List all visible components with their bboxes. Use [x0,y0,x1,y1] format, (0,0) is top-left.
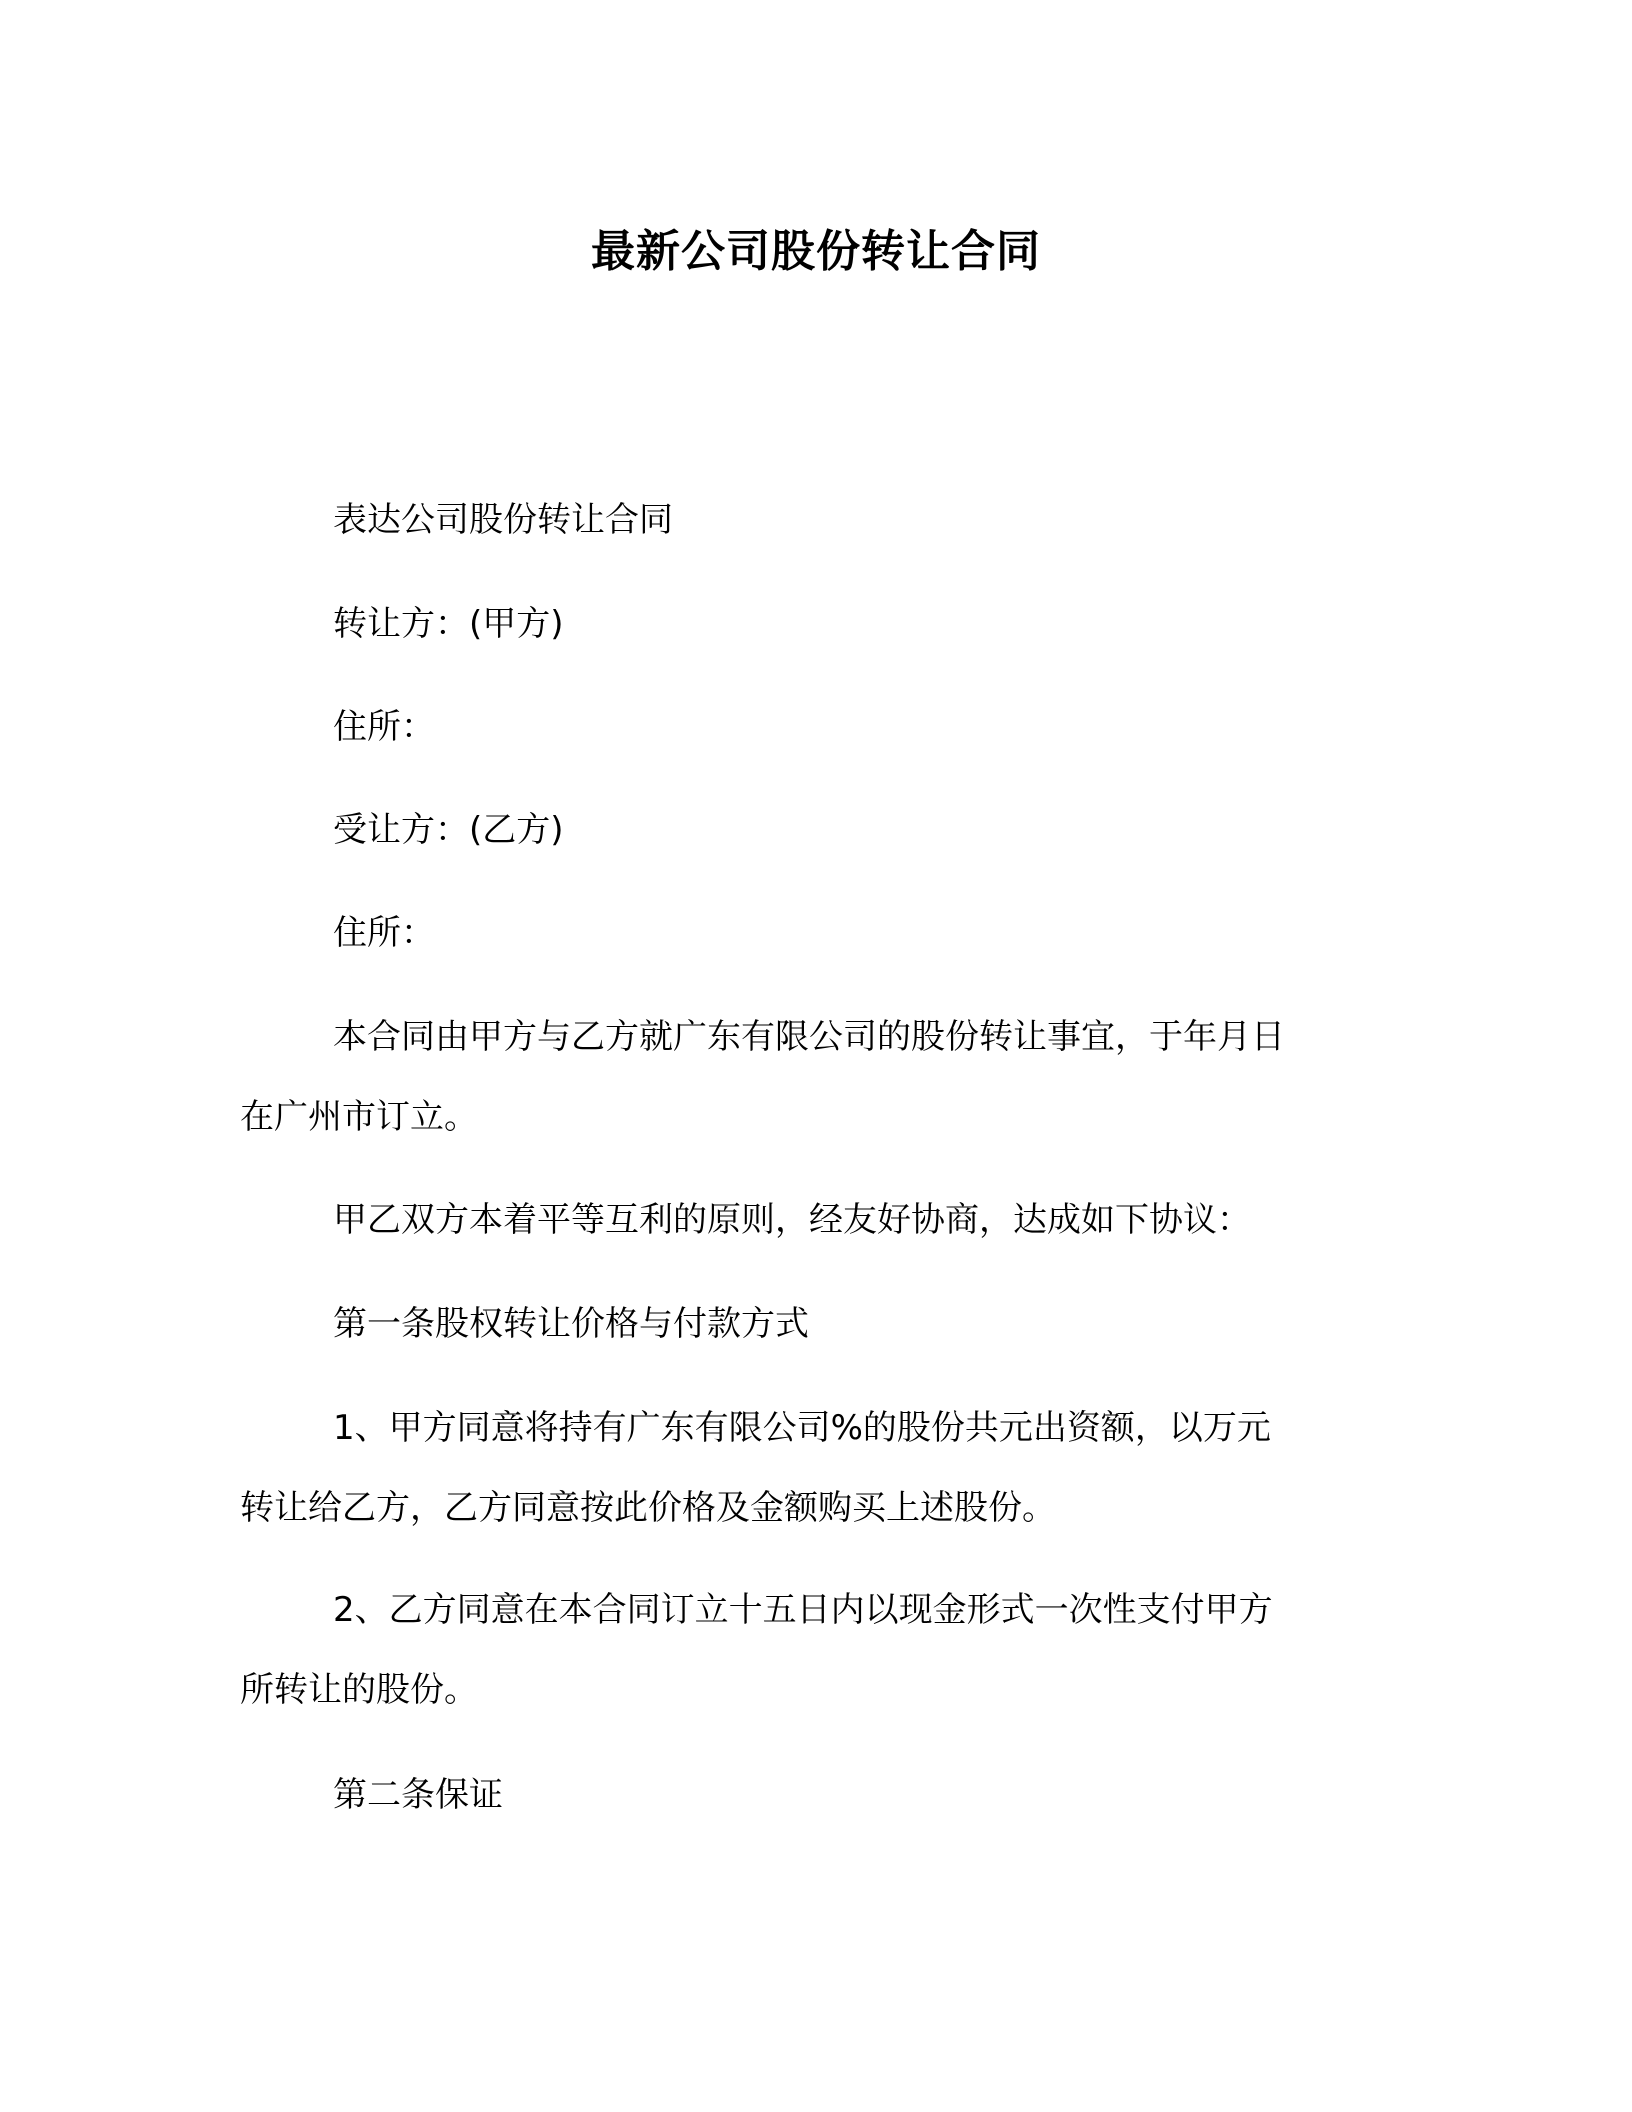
article-1-heading: 第一条股权转让价格与付款方式 [333,1304,809,1344]
clause-1-line-1: 1、甲方同意将持有广东有限公司%的股份共元出资额，以万元 [333,1408,1271,1448]
subtitle-line: 表达公司股份转让合同 [333,500,673,540]
agreement-intro-line: 甲乙双方本着平等互利的原则，经友好协商，达成如下协议： [333,1200,1251,1240]
transferor-line: 转让方：(甲方) [333,604,564,644]
clause-2-line-1: 2、乙方同意在本合同订立十五日内以现金形式一次性支付甲方 [333,1590,1273,1630]
transferee-line: 受让方：(乙方) [333,810,564,850]
clause-1-line-2: 转让给乙方，乙方同意按此价格及金额购买上述股份。 [240,1488,1056,1528]
clause-2-line-2: 所转让的股份。 [240,1670,478,1710]
preamble-line-2: 在广州市订立。 [240,1097,478,1137]
preamble-line-1: 本合同由甲方与乙方就广东有限公司的股份转让事宜，于年月日 [333,1017,1285,1057]
document-title: 最新公司股份转让合同 [591,226,1041,277]
transferor-address-line: 住所： [333,707,435,747]
transferee-address-line: 住所： [333,913,435,953]
article-2-heading: 第二条保证 [333,1775,503,1815]
